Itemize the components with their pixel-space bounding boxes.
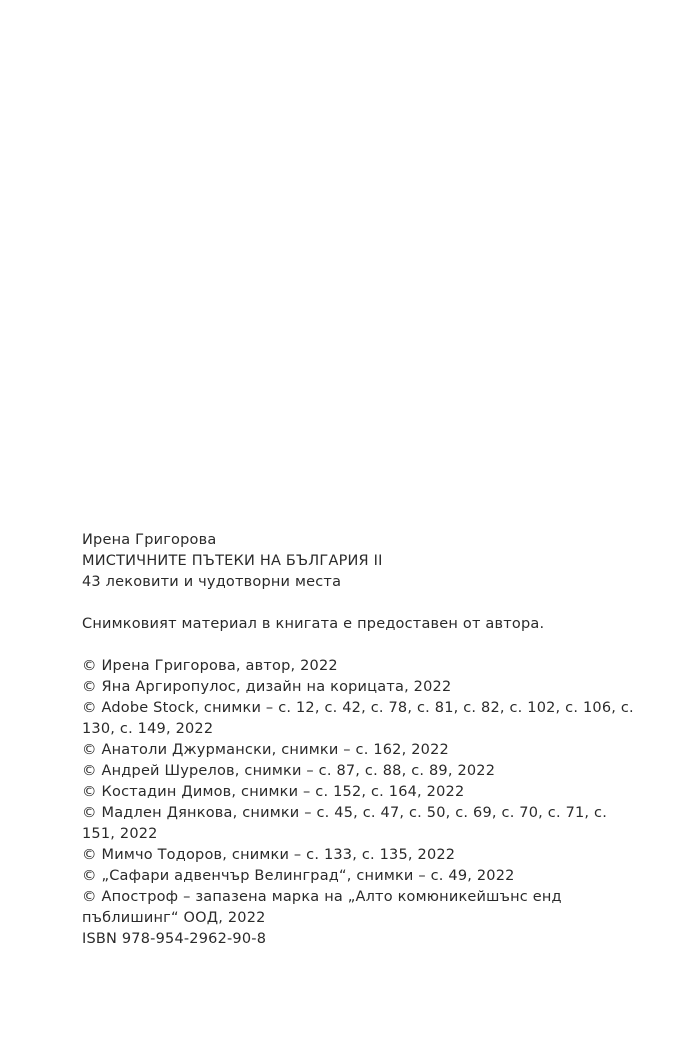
spacer [82, 593, 642, 614]
credit-line: © „Сафари адвенчър Велинград“, снимки – с. 49, 2022 [82, 868, 515, 884]
credit-line: © Мадлен Дянкова, снимки – с. 45, с. 47, с. 50, с. 69, с. 70, с. 71, с. 151, 2022 [82, 805, 608, 842]
book-subtitle: 43 лековити и чудотворни места [82, 574, 342, 590]
credit-line: © Костадин Димов, снимки – с. 152, с. 164, 2022 [82, 784, 465, 800]
credits-list [82, 656, 642, 929]
book-title: МИСТИЧНИТЕ ПЪТЕКИ НА БЪЛГАРИЯ II [82, 553, 383, 569]
credit-line: © Мимчо Тодоров, снимки – с. 133, с. 135, 2022 [82, 847, 456, 863]
credit-line: © Апостроф – запазена марка на „Алто комюникейшънс енд пъблишинг“ ООД, 2022 [82, 889, 562, 926]
author-name: Ирена Григорова [82, 532, 217, 548]
credit-line: © Андрей Шурелов, снимки – с. 87, с. 88, с. 89, 2022 [82, 763, 496, 779]
credit-line: © Ирена Григорова, автор, 2022 [82, 658, 338, 674]
credit-line: © Яна Аргиропулос, дизайн на корицата, 2022 [82, 679, 452, 695]
spacer [82, 635, 642, 656]
credit-line: © Анатоли Джурмански, снимки – с. 162, 2022 [82, 742, 449, 758]
imprint-block [82, 530, 642, 950]
isbn: ISBN 978-954-2962-90-8 [82, 931, 267, 947]
photo-note: Снимковият материал в книгата е предоставен от автора. [82, 616, 545, 632]
credit-line: © Adobe Stock, снимки – с. 12, с. 42, с. 78, с. 81, с. 82, с. 102, с. 106, с. 130, с. 149, 2022 [82, 700, 634, 737]
